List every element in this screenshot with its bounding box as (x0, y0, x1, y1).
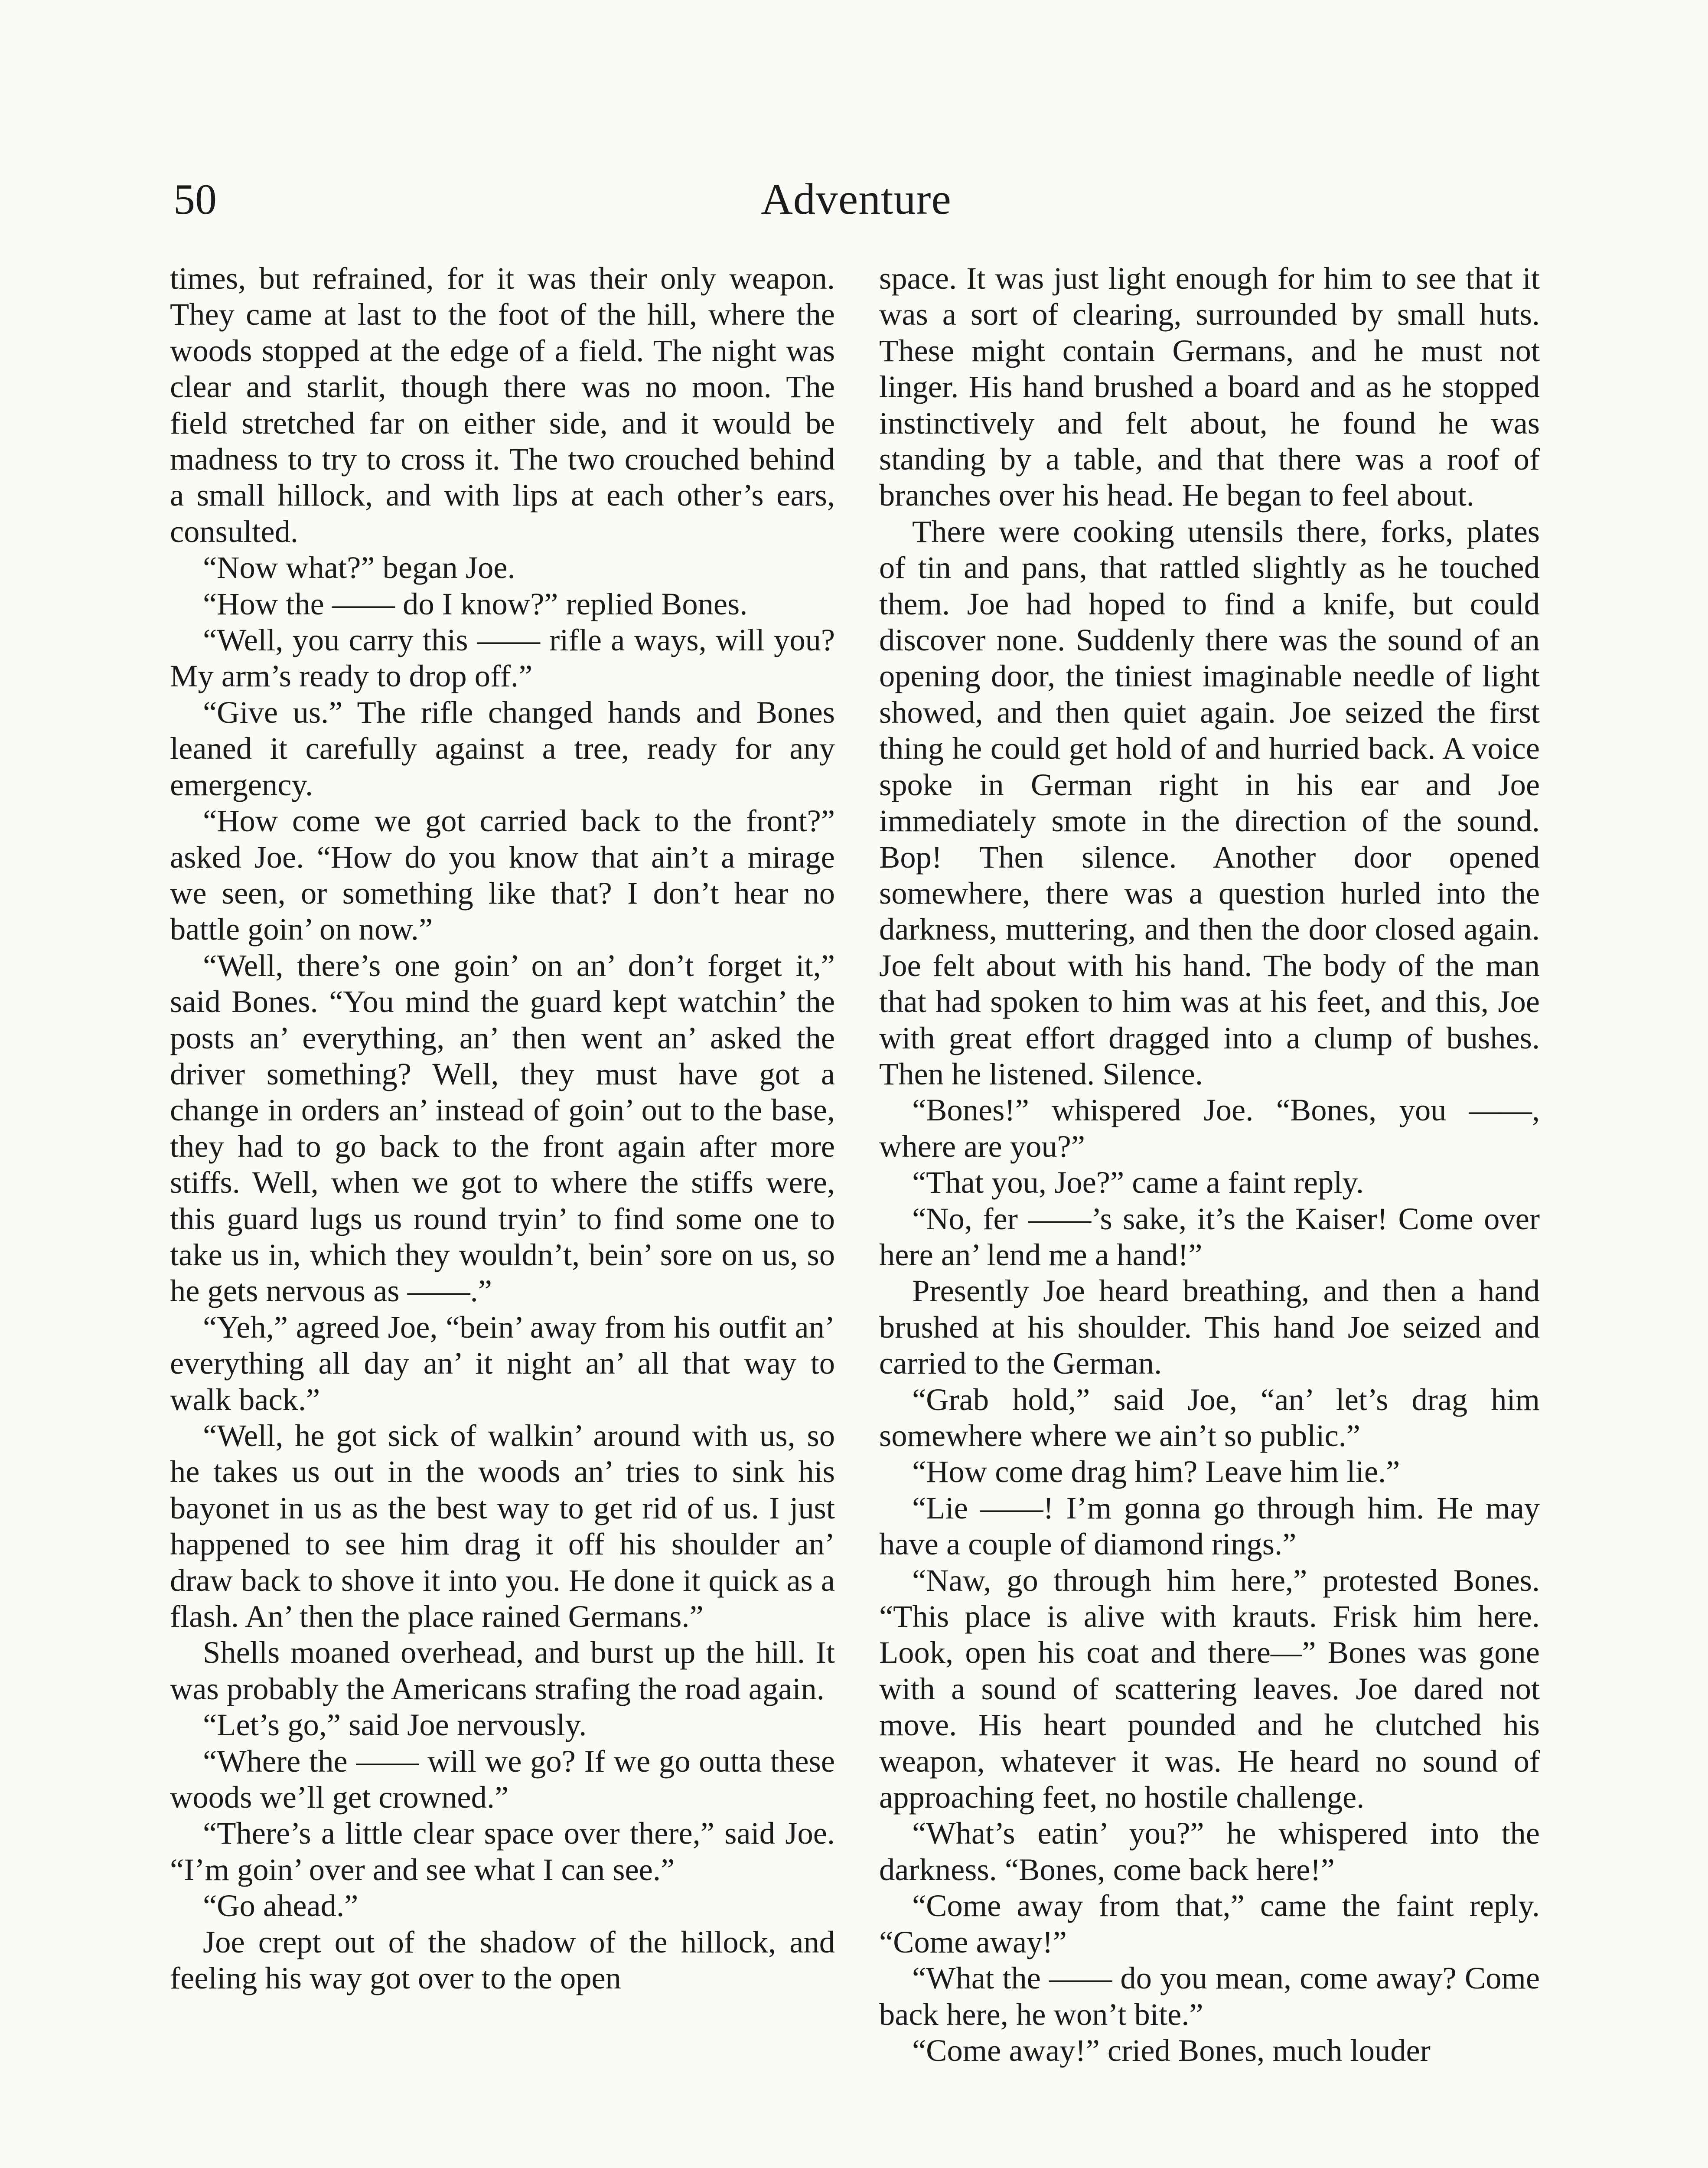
paragraph: “How come drag him? Leave him lie.” (912, 1454, 1400, 1489)
paragraph: “How come we got carried back to the front?” asked Joe. “How do you know that ain’t a mirage we seen, or something like that? I don’t hear no battle goin’ on now.” (170, 803, 835, 947)
left-text-column (170, 260, 835, 2168)
right-text-column (879, 260, 1540, 2168)
paragraph: “Yeh,” agreed Joe, “bein’ away from his outfit an’ everything all day an’ it night an’ all that way to walk back.” (170, 1309, 835, 1417)
paragraph: “How the —— do I know?” replied Bones. (203, 586, 748, 621)
paragraph: “Come away from that,” came the faint reply. “Come away!” (879, 1888, 1540, 1959)
paragraph: times, but refrained, for it was their only weapon. They came at last to the foot of the hill, where the woods stopped at the edge of a field. The night was clear and starlit, though there was no moon. The field stretched far on either side, and it would be madness to try to cross it. The two crouched behind a small hillock, and with lips at each other’s ears, consulted. (170, 261, 835, 549)
paragraph: “What the —— do you mean, come away? Come back here, he won’t bite.” (879, 1960, 1540, 2032)
paragraph: “What’s eatin’ you?” he whispered into the darkness. “Bones, come back here!” (879, 1815, 1540, 1887)
paragraph: There were cooking utensils there, forks, plates of tin and pans, that rattled slightly as he touched them. Joe had hoped to find a knife, but could discover none. Suddenly there was the sound of an opening door, the tiniest imaginable needle of light showed, and then quiet again. Joe seized the first thing he could get hold of and hurried back. A voice spoke in German right in his ear and Joe immediately smote in the direction of the sound. Bop! Then silence. Another door opened somewhere, there was a question hurled into the darkness, muttering, and then the door closed again. Joe felt about with his hand. The body of the man that had spoken to him was at his feet, and this, Joe with great effort dragged into a clump of bushes. Then he listened. Silence. (879, 513, 1540, 1091)
paragraph: “Grab hold,” said Joe, “an’ let’s drag him somewhere where we ain’t so public.” (879, 1381, 1540, 1453)
page-header (173, 169, 1539, 230)
paragraph: “Give us.” The rifle changed hands and Bones leaned it carefully against a tree, ready for any emergency. (170, 694, 835, 802)
paragraph: “Come away!” cried Bones, much louder (912, 2032, 1431, 2068)
paragraph: “Let’s go,” said Joe nervously. (203, 1707, 587, 1743)
paragraph: “No, fer ——’s sake, it’s the Kaiser! Come over here an’ lend me a hand!” (879, 1201, 1540, 1272)
page-number: 50 (173, 175, 217, 223)
paragraph: “Well, there’s one goin’ on an’ don’t forget it,” said Bones. “You mind the guard kept watchin’ the posts an’ everything, an’ then went an’ asked the driver something? Well, they must have got a change in orders an’ instead of goin’ out to the base, they had to go back to the front again after more stiffs. Well, when we got to where the stiffs were, this guard lugs us round tryin’ to find some one to take us in, which they wouldn’t, bein’ sore on us, so he gets nervous as ——.” (170, 947, 835, 1309)
paragraph: “Well, he got sick of walkin’ around with us, so he takes us out in the woods an’ tries to sink his bayonet in us as the best way to get rid of us. I just happened to see him drag it off his shoulder an’ draw back to shove it into you. He done it quick as a flash. An’ then the place rained Germans.” (170, 1418, 835, 1634)
paragraph: “Where the —— will we go? If we go outta these woods we’ll get crowned.” (170, 1743, 835, 1815)
paragraph: “Lie ——! I’m gonna go through him. He may have a couple of diamond rings.” (879, 1490, 1540, 1562)
paragraph: “Go ahead.” (203, 1888, 359, 1923)
paragraph: “There’s a little clear space over there,” said Joe. “I’m goin’ over and see what I can see.” (170, 1815, 835, 1887)
paragraph: space. It was just light enough for him to see that it was a sort of clearing, surrounded by small huts. These might contain Germans, and he must not linger. His hand brushed a board and as he stopped instinctively and felt about, he found he was standing by a table, and that there was a roof of branches over his head. He began to feel about. (879, 261, 1540, 513)
paragraph: “Now what?” began Joe. (203, 550, 515, 585)
paragraph: Shells moaned overhead, and burst up the hill. It was probably the Americans strafing the road again. (170, 1635, 835, 1706)
paragraph: Joe crept out of the shadow of the hillock, and feeling his way got over to the open (170, 1924, 835, 1996)
paragraph: “Naw, go through him here,” protested Bones. “This place is alive with krauts. Frisk him here. Look, open his coat and there—” Bones was gone with a sound of scattering leaves. Joe dared not move. His heart pounded and he clutched his weapon, whatever it was. He heard no sound of approaching feet, no hostile challenge. (879, 1562, 1540, 1815)
paragraph: “Well, you carry this —— rifle a ways, will you? My arm’s ready to drop off.” (170, 622, 835, 694)
paragraph: Presently Joe heard breathing, and then a hand brushed at his shoulder. This hand Joe seized and carried to the German. (879, 1273, 1540, 1381)
running-title: Adventure (761, 175, 952, 224)
paragraph: “Bones!” whispered Joe. “Bones, you ——, where are you?” (879, 1092, 1540, 1164)
paragraph: “That you, Joe?” came a faint reply. (912, 1165, 1364, 1200)
